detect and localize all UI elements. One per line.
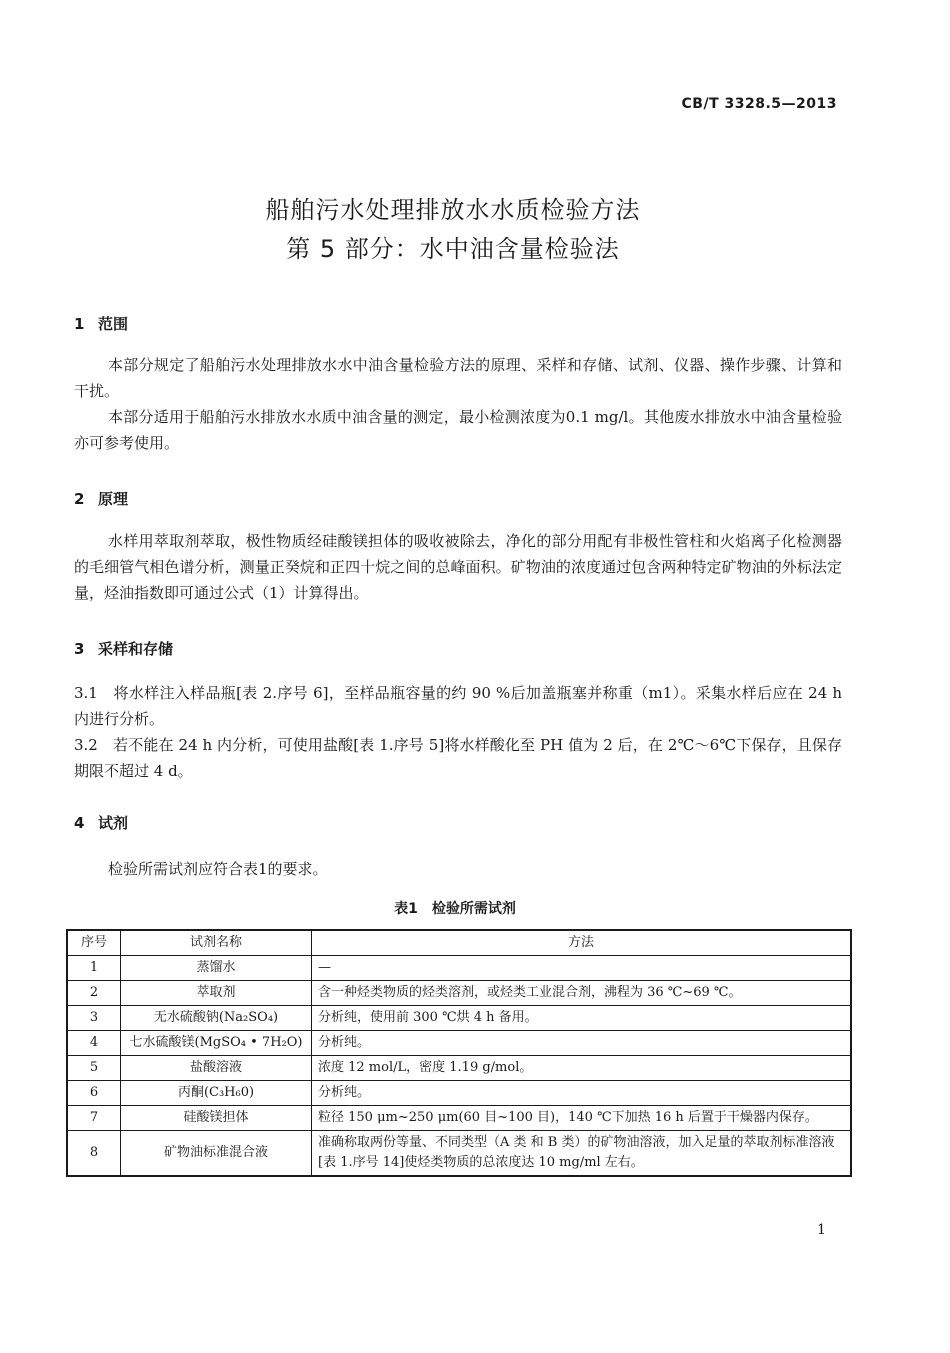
table-row xyxy=(67,1006,851,1031)
clause-3-2: 3.2 若不能在 24 h 内分析，可使用盐酸[表 1.序号 5]将水样酸化至 PH 值为 2 后，在 2℃～6℃下保存，且保存期限不超过 4 d。 xyxy=(74,736,842,780)
table-cell: 粒径 150 μm~250 μm(60 目~100 目)，140 ℃下加热 16 h 后置于干燥器内保存。 xyxy=(312,1106,852,1131)
clause-3-1: 3.1 将水样注入样品瓶[表 2.序号 6]，至样品瓶容量的约 90 %后加盖瓶塞并称重（m1）。采集水样后应在 24 h 内进行分析。 xyxy=(74,684,842,728)
table-cell: 8 xyxy=(67,1131,121,1177)
table-cell: 盐酸溶液 xyxy=(121,1056,312,1081)
section-number: 1 xyxy=(74,315,85,333)
table-cell: 分析纯。 xyxy=(312,1031,852,1056)
table-row xyxy=(67,1131,851,1177)
table-cell: 5 xyxy=(67,1056,121,1081)
paragraph: 检验所需试剂应符合表1的要求。 xyxy=(108,860,328,878)
section-title: 采样和存储 xyxy=(98,640,174,658)
table-cell: 准确称取两份等量、不同类型（A 类 和 B 类）的矿物油溶液，加入足量的萃取剂标准溶液[表 1.序号 14]使烃类物质的总浓度达 10 mg/ml 左右。 xyxy=(312,1131,852,1177)
table-cell: 矿物油标准混合液 xyxy=(121,1131,312,1177)
table-cell: 蒸馏水 xyxy=(121,956,312,981)
table-cell: 1 xyxy=(67,956,121,981)
standard-code: CB/T 3328.5—2013 xyxy=(681,96,837,112)
table-cell: 6 xyxy=(67,1081,121,1106)
section-heading-reagents xyxy=(74,812,128,833)
section-heading-principle xyxy=(74,488,128,509)
table-row xyxy=(67,1081,851,1106)
paragraph: 本部分适用于船舶污水排放水水质中油含量的测定，最小检测浓度为0.1 mg/l。其他废水排放水中油含量检验亦可参考使用。 xyxy=(74,408,842,452)
paragraph: 水样用萃取剂萃取，极性物质经硅酸镁担体的吸收被除去，净化的部分用配有非极性管柱和火焰离子化检测器的毛细管气相色谱分析，测量正癸烷和正四十烷之间的总峰面积。矿物油的浓度通过包含两种特定矿物油的外标法定量，烃油指数即可通过公式（1）计算得出。 xyxy=(74,532,842,602)
column-header: 序号 xyxy=(67,930,121,956)
column-header: 试剂名称 xyxy=(121,930,312,956)
table-cell: 3 xyxy=(67,1006,121,1031)
column-header: 方法 xyxy=(312,930,852,956)
page-number: 1 xyxy=(817,1222,826,1238)
section-number: 3 xyxy=(74,640,85,658)
table-row xyxy=(67,981,851,1006)
table-cell: 分析纯。 xyxy=(312,1081,852,1106)
document-title: 船舶污水处理排放水水质检验方法 xyxy=(265,196,641,224)
section-heading-sampling xyxy=(74,638,173,659)
table-cell: 萃取剂 xyxy=(121,981,312,1006)
table-cell: 7 xyxy=(67,1106,121,1131)
section-number: 4 xyxy=(74,814,85,832)
table-cell: 浓度 12 mol/L，密度 1.19 g/mol。 xyxy=(312,1056,852,1081)
table-cell: 硅酸镁担体 xyxy=(121,1106,312,1131)
table-caption: 表1 检验所需试剂 xyxy=(394,901,516,917)
table-cell: 2 xyxy=(67,981,121,1006)
table-cell: 4 xyxy=(67,1031,121,1056)
section-number: 2 xyxy=(74,490,85,508)
table-row xyxy=(67,1106,851,1131)
table-cell: — xyxy=(312,956,852,981)
section-heading-scope xyxy=(74,313,128,334)
section-title: 范围 xyxy=(98,315,129,333)
table-cell: 无水硫酸钠(Na₂SO₄) xyxy=(121,1006,312,1031)
table-cell: 分析纯，使用前 300 ℃烘 4 h 备用。 xyxy=(312,1006,852,1031)
table-cell: 含一种烃类物质的烃类溶剂，或烃类工业混合剂，沸程为 36 ℃~69 ℃。 xyxy=(312,981,852,1006)
paragraph: 本部分规定了船舶污水处理排放水水中油含量检验方法的原理、采样和存储、试剂、仪器、操作步骤、计算和干扰。 xyxy=(74,356,842,400)
table-row xyxy=(67,956,851,981)
section-title: 试剂 xyxy=(98,814,129,832)
table-cell: 七水硫酸镁(MgSO₄ • 7H₂O) xyxy=(121,1031,312,1056)
reagents-table xyxy=(66,929,852,1177)
section-title: 原理 xyxy=(98,490,129,508)
document-subtitle: 第 5 部分：水中油含量检验法 xyxy=(286,235,620,263)
table-row xyxy=(67,1056,851,1081)
table-header-row xyxy=(67,930,851,956)
table-row xyxy=(67,1031,851,1056)
table-cell: 丙酮(C₃H₆0) xyxy=(121,1081,312,1106)
